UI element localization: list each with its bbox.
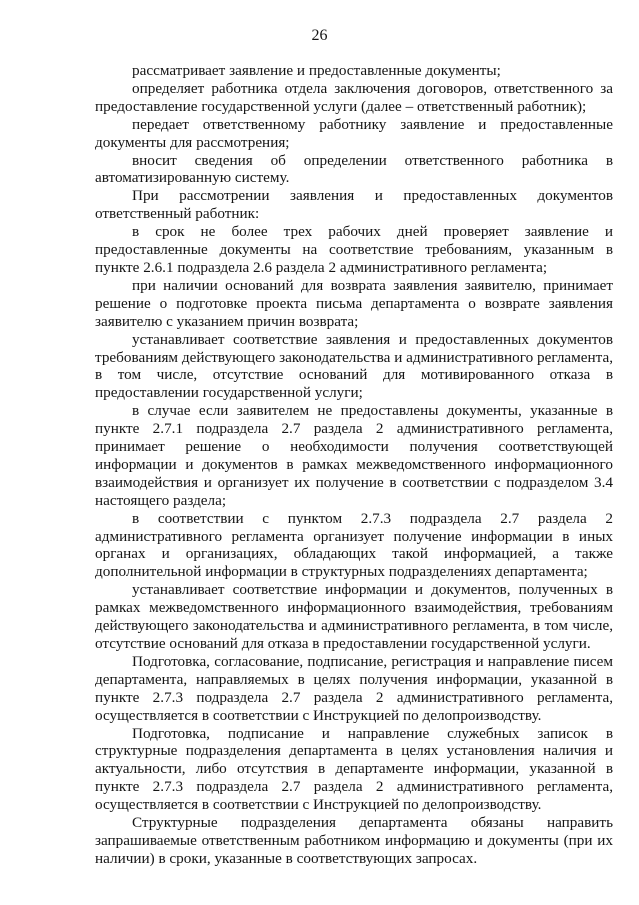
paragraph: в соответствии с пунктом 2.7.3 подраздела 2.7 раздела 2 административного регламента организует получение информации в иных органах и организациях, обладающих такой информацией, а также дополнительной информации в структурных подразделениях департамента;: [95, 509, 613, 581]
paragraph: Подготовка, подписание и направление служебных записок в структурные подразделения департамента в целях установления наличия и актуальности, либо отсутствия в департаменте информации, указанной в пункте 2.7.3 подраздела 2.7 раздела 2 административного регламента, осуществляется в соответствии с Инструкцией по делопроизводству.: [95, 724, 613, 814]
document-body: [95, 62, 613, 868]
paragraph: при наличии оснований для возврата заявления заявителю, принимает решение о подготовке проекта письма департамента о возврате заявления заявителю с указанием причин возврата;: [95, 276, 613, 330]
paragraph: вносит сведения об определении ответственного работника в автоматизированную систему.: [95, 151, 613, 187]
paragraph: Структурные подразделения департамента обязаны направить запрашиваемые ответственным работником информацию и документы (при их наличии) в сроки, указанные в соответствующих запросах.: [95, 814, 613, 867]
paragraph: устанавливает соответствие информации и документов, полученных в рамках межведомственного информационного взаимодействия, требованиям действующего законодательства и административного регламента, в том числе, отсутствие оснований для отказа в предоставлении государственной услуги.: [95, 581, 613, 652]
paragraph: в случае если заявителем не предоставлены документы, указанные в пункте 2.7.1 подраздела 2.7 раздела 2 административного регламента, принимает решение о необходимости получения соответствующей информации и документов в рамках межведомственного информационного взаимодействия и организует их получение в соответствии с подразделом 3.4 настоящего раздела;: [95, 402, 613, 509]
page-number: 26: [311, 27, 328, 44]
paragraph: определяет работника отдела заключения договоров, ответственного за предоставление государственной услуги (далее – ответственный работник);: [95, 79, 613, 115]
paragraph: устанавливает соответствие заявления и предоставленных документов требованиям действующего законодательства и административного регламента, в том числе, отсутствие оснований для мотивированного отказа в предоставлении государственной услуги;: [95, 330, 613, 402]
paragraph: в срок не более трех рабочих дней проверяет заявление и предоставленные документы на соответствие требованиям, указанным в пункте 2.6.1 подраздела 2.6 раздела 2 административного регламента;: [95, 223, 613, 276]
paragraph: При рассмотрении заявления и предоставленных документов ответственный работник:: [95, 187, 613, 223]
paragraph: Подготовка, согласование, подписание, регистрация и направление писем департамента, направляемых в целях получения информации, указанной в пункте 2.7.3 подраздела 2.7 раздела 2 административного регламента, осуществляется в соответствии с Инструкцией по делопроизводству.: [95, 652, 613, 724]
paragraph: передает ответственному работнику заявление и предоставленные документы для рассмотрения;: [95, 115, 613, 151]
paragraph: рассматривает заявление и предоставленные документы;: [132, 62, 501, 79]
